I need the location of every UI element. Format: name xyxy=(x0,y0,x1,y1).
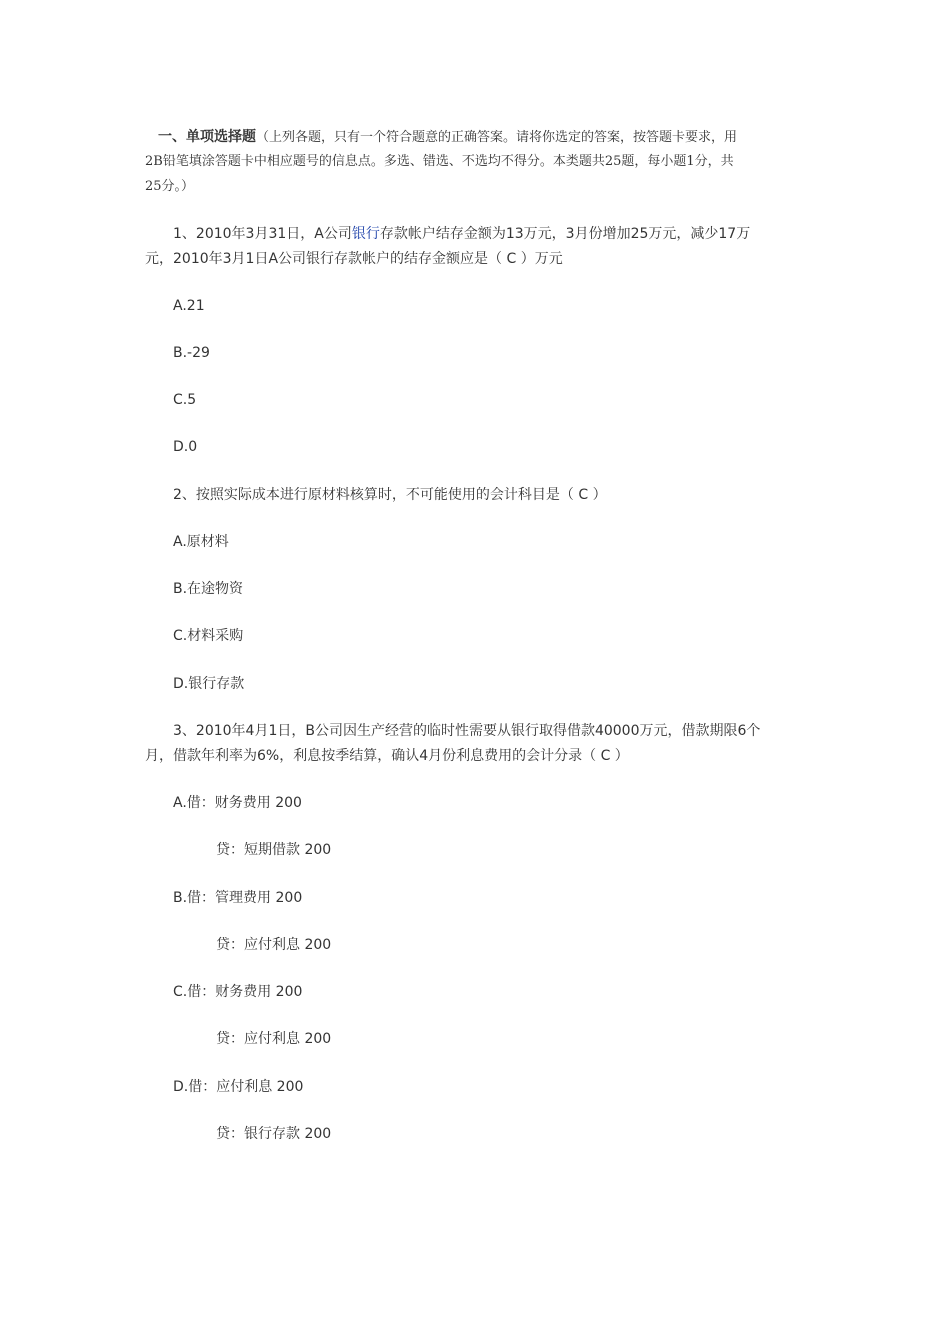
question-3-option-c-debit: C.借：财务费用 200 xyxy=(173,984,303,1000)
question-1-option-b: B.-29 xyxy=(173,345,210,361)
question-2-option-d: D.银行存款 xyxy=(173,676,245,692)
question-3-option-c-credit: 贷：应付利息 200 xyxy=(216,1031,332,1047)
question-2-line-1: 2、按照实际成本进行原材料核算时，不可能使用的会计科目是（ C ） xyxy=(173,487,607,503)
section-instructions-2: 2B铅笔填涂答题卡中相应题号的信息点。多选、错选、不选均不得分。本类题共25题，每小题1分，共 xyxy=(145,154,734,169)
section-instructions-3: 25分。） xyxy=(145,179,195,194)
section-header-line-1 xyxy=(158,125,737,150)
question-3-option-a-debit: A.借：财务费用 200 xyxy=(173,795,302,811)
question-2-option-b: B.在途物资 xyxy=(173,581,244,597)
question-1-text-pre: 1、2010年3月31日，A公司 xyxy=(173,226,352,242)
question-3-option-d-credit: 贷：银行存款 200 xyxy=(216,1126,332,1142)
question-2-option-c: C.材料采购 xyxy=(173,628,244,644)
question-1-option-a: A.21 xyxy=(173,298,205,314)
question-1-line-2: 元，2010年3月1日A公司银行存款帐户的结存金额应是（ C ）万元 xyxy=(145,251,563,267)
question-1-line-1 xyxy=(173,222,750,246)
question-1-option-c: C.5 xyxy=(173,392,197,408)
question-3-line-2: 月，借款年利率为6%，利息按季结算，确认4月份利息费用的会计分录（ C ） xyxy=(145,748,629,764)
question-1-text-post: 存款帐户结存金额为13万元，3月份增加25万元，减少17万 xyxy=(379,226,751,242)
bank-link[interactable]: 银行 xyxy=(351,226,380,242)
question-3-option-b-credit: 贷：应付利息 200 xyxy=(216,937,332,953)
question-3-option-d-debit: D.借：应付利息 200 xyxy=(173,1079,304,1095)
question-3-line-1: 3、2010年4月1日，B公司因生产经营的临时性需要从银行取得借款40000万元，借款期限6个 xyxy=(173,723,761,739)
question-1-option-d: D.0 xyxy=(173,439,198,455)
question-2-option-a: A.原材料 xyxy=(173,534,229,550)
section-title: 一、单项选择题 xyxy=(158,129,256,145)
question-3-option-b-debit: B.借：管理费用 200 xyxy=(173,890,303,906)
section-instructions-1: （上列各题，只有一个符合题意的正确答案。请将你选定的答案，按答题卡要求，用 xyxy=(256,130,738,145)
question-3-option-a-credit: 贷：短期借款 200 xyxy=(216,842,332,858)
